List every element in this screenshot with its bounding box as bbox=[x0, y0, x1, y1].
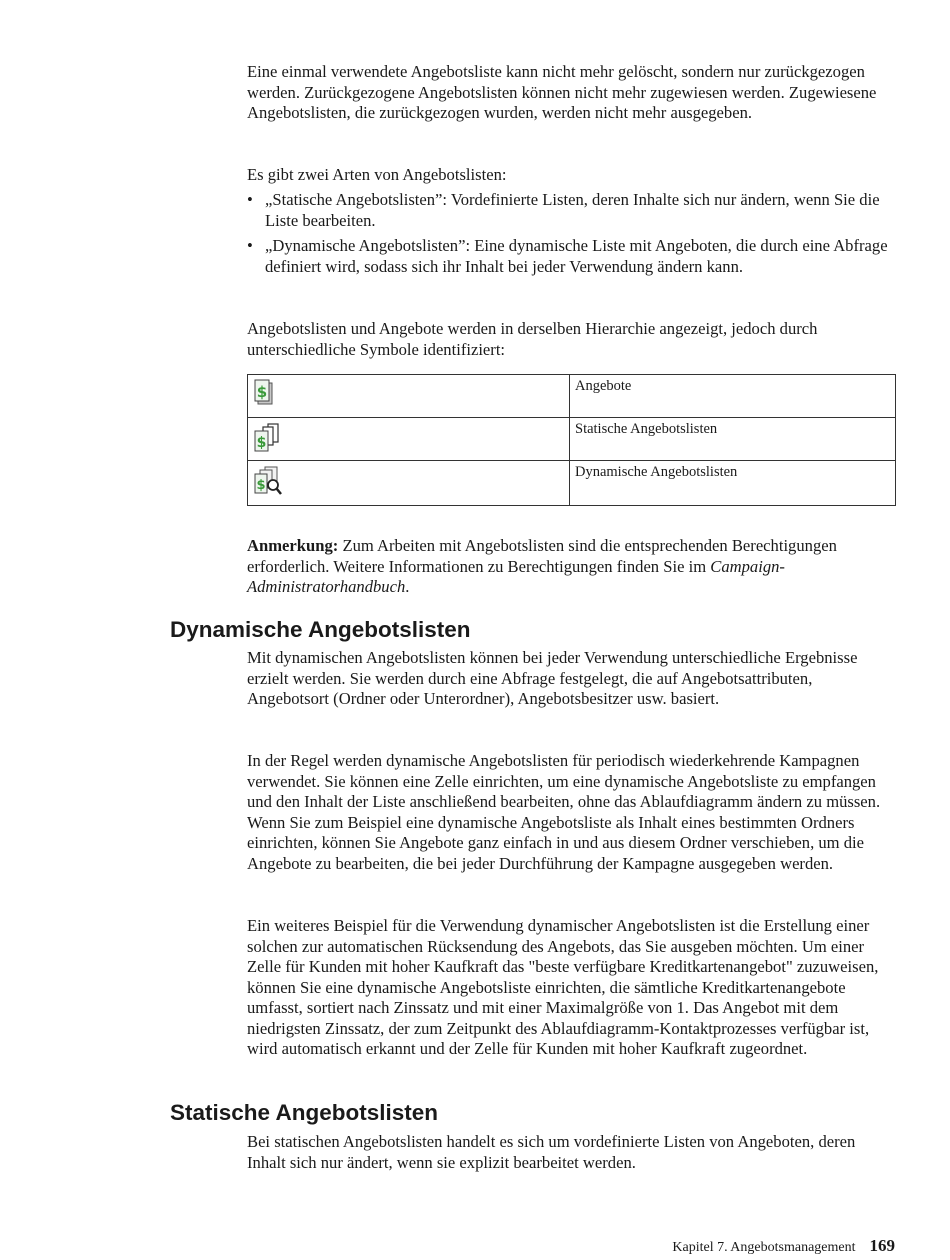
svg-text:$: $ bbox=[256, 383, 268, 401]
table-row bbox=[248, 375, 896, 418]
book-title: Campaign-Administratorhandbuch bbox=[247, 556, 785, 596]
section-heading-static: Statische Angebotslisten bbox=[170, 1100, 438, 1125]
intro-paragraph-1: Eine einmal verwendete Angebotsliste kann nicht mehr gelöscht, sondern nur zurückgezogen werden. Zurückgezogene Angebotslisten können nicht mehr zugewiesen werden. Zugewiesene Angebotslisten, die zurückgezogen wurden, werden nicht mehr ausgegeben. bbox=[247, 62, 877, 122]
intro-paragraph-2: Es gibt zwei Arten von Angebotslisten: bbox=[247, 165, 507, 184]
offer-icon bbox=[252, 378, 274, 406]
note-text: Zum Arbeiten mit Angebotslisten sind die entsprechenden Berechtigungen erforderlich. Weitere Informationen zu Berechtigungen finden Sie im bbox=[247, 536, 837, 576]
icon-cell bbox=[248, 375, 570, 418]
dynamic-paragraph-1: Mit dynamischen Angebotslisten können bei jeder Verwendung unterschiedliche Ergebnisse erzielt werden. Sie werden durch eine Abfrage festgelegt, die auf Angebotsattributen, Angebotsort (Ordner oder Unterordner), Angebotsbesitzer usw. basiert. bbox=[247, 648, 858, 708]
page-number: 169 bbox=[869, 1236, 895, 1255]
symbol-table bbox=[247, 374, 896, 506]
dynamic-paragraph-2: In der Regel werden dynamische Angebotslisten für periodisch wiederkehrende Kampagnen verwendet. Sie können eine Zelle einrichten, um eine dynamische Angebotsliste zu empfangen und den Inhalt der Liste anschließend bearbeiten, ohne das Ablaufdiagramm ändern zu müssen. Wenn Sie zum Beispiel eine dynamische Angebotsliste als Inhalt eines bestimmten Ordners einrichten, können Sie Angebote ganz einfach in und aus diesem Ordner verschieben, um die Angebote zu bearbeiten, die bei jeder Durchführung der Kampagne ausgegeben werden. bbox=[247, 751, 881, 873]
icon-cell bbox=[248, 418, 570, 461]
intro-paragraph-3: Angebotslisten und Angebote werden in derselben Hierarchie angezeigt, jedoch durch unterschiedliche Symbole identifiziert: bbox=[247, 319, 818, 359]
icon-cell bbox=[248, 461, 570, 506]
table-row bbox=[248, 418, 896, 461]
symbol-label: Angebote bbox=[570, 375, 896, 418]
svg-text:$: $ bbox=[256, 435, 267, 451]
dynamic-paragraph-3: Ein weiteres Beispiel für die Verwendung dynamischer Angebotslisten ist die Erstellung einer solchen zur automatischen Rücksendung des Angebots, das Sie ausgeben möchten. Um einer Zelle für Kunden mit hoher Kaufkraft das "beste verfügbare Kreditkartenangebot" zuzuweisen, können Sie eine dynamische Angebotsliste einrichten, die sämtliche Kreditkartenangebote umfasst, sortiert nach Zinssatz und mit einer Maximalgröße von 1. Das Angebot mit dem niedrigsten Zinssatz, der zum Zeitpunkt des Ablaufdiagramm-Kontaktprozesses verfügbar ist, wird automatisch erkannt und der Zelle für Kunden mit hoher Kaufkraft zugeordnet. bbox=[247, 916, 879, 1058]
dynamic-offer-list-icon bbox=[252, 464, 284, 498]
chapter-title: Kapitel 7. Angebotsmanagement bbox=[672, 1240, 856, 1255]
list-types-bullets bbox=[247, 190, 895, 282]
symbol-label: Dynamische Angebotslisten bbox=[570, 461, 896, 506]
note-end: . bbox=[405, 577, 410, 596]
symbol-label: Statische Angebotslisten bbox=[570, 418, 896, 461]
section-heading-dynamic: Dynamische Angebotslisten bbox=[170, 617, 471, 642]
note-label: Anmerkung: bbox=[247, 536, 339, 555]
table-row bbox=[248, 461, 896, 506]
bullet-icon: • bbox=[247, 236, 253, 255]
static-offer-list-icon bbox=[252, 421, 282, 453]
list-item bbox=[247, 190, 895, 231]
bullet-text: „Statische Angebotslisten”: Vordefinierte Listen, deren Inhalte sich nur ändern, wenn Sie die Liste bearbeiten. bbox=[265, 190, 880, 230]
bullet-text: „Dynamische Angebotslisten”: Eine dynamische Liste mit Angeboten, die durch eine Abfrage definiert wird, sodass sich ihr Inhalt bei jeder Verwendung ändern kann. bbox=[265, 236, 888, 276]
svg-text:$: $ bbox=[256, 478, 266, 493]
page-footer bbox=[0, 1236, 895, 1256]
static-paragraph-1: Bei statischen Angebotslisten handelt es sich um vordefinierte Listen von Angeboten, deren Inhalt sich nur ändert, wenn sie explizit bearbeitet werden. bbox=[247, 1132, 856, 1172]
note-paragraph bbox=[247, 536, 895, 598]
bullet-icon: • bbox=[247, 190, 253, 209]
list-item bbox=[247, 236, 895, 277]
